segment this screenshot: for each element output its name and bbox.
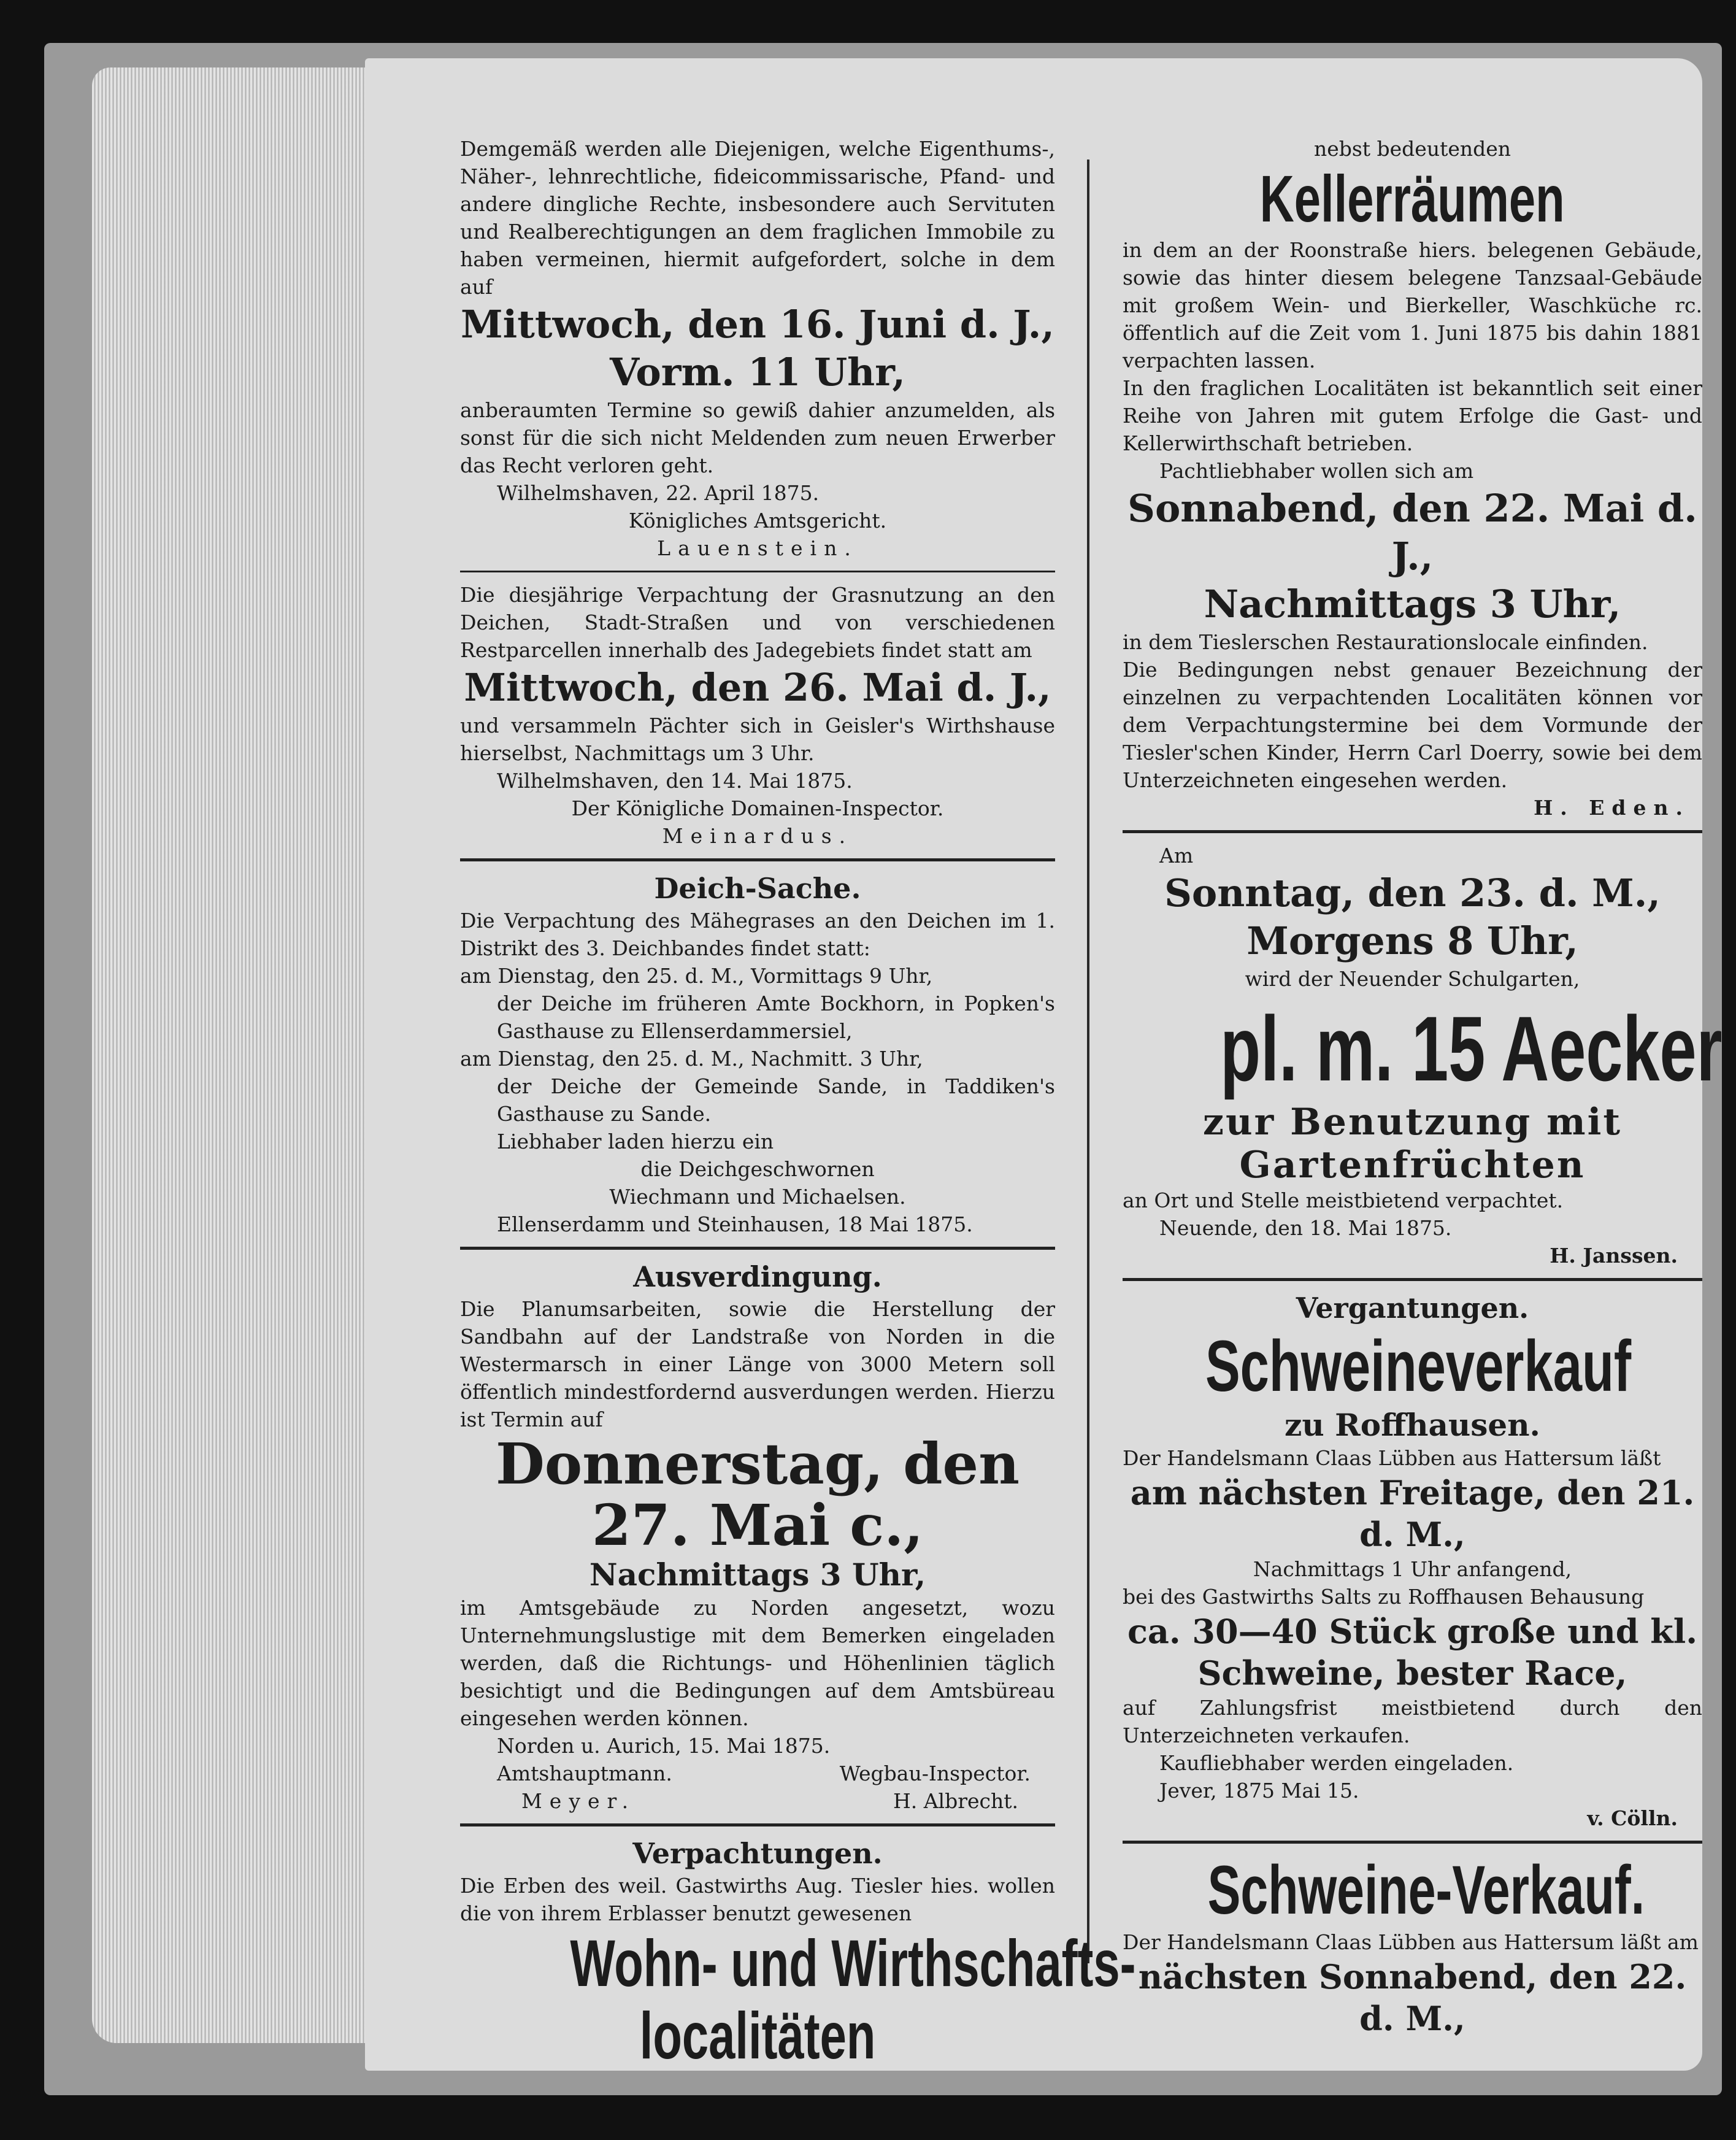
notice-big-line-2-wrap — [460, 1998, 1055, 2073]
notice-time: Morgens 8 Uhr, — [1246, 918, 1578, 963]
signer-role-1: Amtshauptmann. — [497, 1761, 672, 1785]
notice-body-3: auf Zahlungsfrist meistbietend durch den Unterzeichneten verkaufen. — [1123, 1696, 1702, 1747]
notice-signer: v. Cölln. — [1587, 1806, 1678, 1830]
notice-time: Nachmittags 3 Uhr, — [1204, 582, 1621, 626]
divider — [460, 571, 1055, 572]
page-edges — [92, 67, 374, 2043]
notice-intro: nebst bedeutenden — [1313, 137, 1511, 161]
notice-sub: zu Roffhausen. — [1285, 1407, 1540, 1443]
notice-big: pl. m. 15 Aecker — [1220, 997, 1723, 1100]
notice-body-2: an Ort und Stelle meistbietend verpachtet. — [1123, 1188, 1564, 1212]
signature-block — [460, 1760, 1055, 1787]
notice-ausverdingung — [460, 1258, 1055, 1815]
notice-am: Am — [1159, 844, 1194, 868]
notice-amtsgericht — [460, 135, 1055, 562]
notice-place: Norden u. Aurich, 15. Mai 1875. — [497, 1734, 831, 1758]
notice-body: Der Handelsmann Claas Lübben aus Hattersum läßt am — [1123, 1930, 1699, 1954]
notice-schulgarten — [1123, 842, 1723, 1269]
notice-invite: Liebhaber laden hierzu ein — [497, 1130, 774, 1153]
notice-place: Wilhelmshaven, 22. April 1875. — [497, 481, 820, 505]
notice-big-wrap — [1123, 163, 1702, 236]
notice-date: nächsten Sonnabend, den 22. d. M., — [1138, 1957, 1687, 2038]
notice-grasnutzung — [460, 581, 1055, 850]
notice-big: Kellerräumen — [1259, 161, 1565, 236]
notice-signer-1: die Deichgeschwornen — [640, 1157, 875, 1181]
notice-date: am nächsten Freitage, den 21. d. M., — [1130, 1473, 1695, 1554]
signer-name-1: Meyer. — [521, 1789, 636, 1813]
divider — [1123, 830, 1702, 833]
notice-body: in dem an der Roonstraße hiers. belegenen Gebäude, sowie das hinter diesem belegene Tanzsaal-Gebäude mit großem Wein- und Bierkeller, Waschküche rc. öffentlich auf die Zeit vom 1. Juni 1875 bis dahin 1881 verpachten lassen. — [1123, 238, 1702, 372]
notice-signer: H. Eden. — [1534, 796, 1690, 820]
notice-big-wrap — [1123, 1852, 1702, 1928]
notice-date: Sonnabend, den 22. Mai d. J., — [1127, 486, 1697, 579]
notice-sub-1: zur Benutzung mit — [1202, 1101, 1623, 1144]
notice-verpachtungen — [460, 1835, 1136, 2073]
notice-signer: Meinardus. — [662, 824, 853, 848]
notice-signer: Lauenstein. — [657, 536, 858, 560]
notice-big-wrap — [1123, 996, 1723, 1101]
notice-body-2: und versammeln Pächter sich in Geisler's Wirthshause hierselbst, Nachmittags um 3 Uhr. — [460, 714, 1055, 765]
notice-place: Neuende, den 18. Mai 1875. — [1159, 1216, 1452, 1240]
left-column — [460, 135, 1136, 2073]
notice-authority: Der Königliche Domainen-Inspector. — [571, 796, 944, 820]
notice-date: Donnerstag, den 27. Mai c., — [496, 1431, 1020, 1558]
notice-big: Schweine-Verkauf. — [1207, 1852, 1645, 1928]
divider — [1123, 1841, 1702, 1844]
notice-goods-1: ca. 30—40 Stück große und kl. — [1127, 1612, 1698, 1651]
notice-sub-2: Gartenfrüchten — [1239, 1144, 1586, 1187]
notice-date: Mittwoch, den 16. Juni d. J., — [461, 302, 1054, 347]
notice-body-5: Die Bedingungen nebst genauer Bezeichnung der einzelnen zu verpachtenden Localitäten können vor dem Verpachtungstermine bei dem Vormunde der Tiesler'schen Kinder, Herrn Carl Doerry, sowie bei dem Unterzeichneten eingesehen werden. — [1123, 658, 1702, 792]
notice-signer: H. Janssen. — [1550, 1244, 1678, 1268]
notice-big-wrap — [1123, 1326, 1702, 1406]
notice-signer-2: Wiechmann und Michaelsen. — [609, 1185, 906, 1209]
notice-body: wird der Neuender Schulgarten, — [1245, 967, 1580, 991]
notice-body: Demgemäß werden alle Diejenigen, welche Eigenthums-, Näher-, lehnrechtliche, fideicommissarische, Pfand- und andere dingliche Rechte, insbesondere auch Servituten und Realberechtigungen an dem fraglichen Immobile zu haben vermeinen, hiermit aufgefordert, solche in dem auf — [460, 137, 1055, 299]
notice-date: Sonntag, den 23. d. M., — [1164, 871, 1661, 915]
notice-body: Die Verpachtung des Mähegrases an den Deichen im 1. Distrikt des 3. Deichbandes findet statt: — [460, 909, 1055, 960]
divider — [1123, 1278, 1702, 1281]
notice-body-2: im Amtsgebäude zu Norden angesetzt, wozu Unternehmungslustige mit dem Bemerken eingeladen werden, daß die Richtungs- und Höhenlinien täglich besichtigt und die Bedingungen auf dem Amtsbüreau eingesehen werden können. — [460, 1596, 1055, 1730]
notice-schweineverkauf — [1123, 1290, 1702, 1832]
notice-title: Vergantungen. — [1296, 1291, 1529, 1325]
notice-time: Vorm. 11 Uhr, — [610, 350, 905, 395]
notice-body-2: anberaumten Termine so gewiß dahier anzumelden, als sonst für die sich nicht Meldenden zum neuen Erwerber das Recht verloren geht. — [460, 398, 1055, 477]
notice-authority: Königliches Amtsgericht. — [628, 509, 887, 533]
column-divider — [1087, 160, 1089, 1963]
notice-place: Ellenserdamm und Steinhausen, 18 Mai 1875. — [497, 1212, 973, 1236]
notice-time: Nachmittags 1 Uhr anfangend, — [1253, 1557, 1572, 1581]
notice-body-4: in dem Tieslerschen Restaurationslocale einfinden. — [1123, 630, 1648, 654]
notice-place: Wilhelmshaven, den 14. Mai 1875. — [497, 769, 853, 793]
signer-role-2: Wegbau-Inspector. — [839, 1761, 1031, 1785]
notice-title: Verpachtungen. — [632, 1837, 883, 1870]
notice-title: Deich-Sache. — [654, 872, 861, 905]
notice-date: Mittwoch, den 26. Mai d. J., — [464, 665, 1051, 710]
notice-item-1: am Dienstag, den 25. d. M., Vormittags 9 Uhr, — [460, 964, 933, 988]
notice-big-line-1: Wohn- und Wirthschafts- — [570, 1926, 1136, 2000]
notice-time: Nachmittags 3 Uhr, — [589, 1557, 926, 1593]
notice-invite: Kaufliebhaber werden eingeladen. — [1159, 1751, 1514, 1775]
notice-deich-sache — [460, 870, 1055, 1238]
notice-goods-2: Schweine, bester Race, — [1197, 1653, 1627, 1693]
notice-item-2-detail: der Deiche der Gemeinde Sande, in Taddiken's Gasthause zu Sande. — [497, 1074, 1055, 1126]
notice-big: Schweineverkauf — [1205, 1326, 1632, 1407]
notice-body: Die Erben des weil. Gastwirths Aug. Tiesler hies. wollen die von ihrem Erblasser benutzt gewesenen — [460, 1874, 1055, 1925]
notice-big-line-1-wrap — [460, 1926, 1136, 2000]
divider — [460, 1247, 1055, 1250]
divider — [460, 858, 1055, 861]
signer-name-2: H. Albrecht. — [893, 1789, 1018, 1813]
signature-names — [460, 1787, 1055, 1815]
notice-body-2: In den fraglichen Localitäten ist bekanntlich seit einer Reihe von Jahren mit gutem Erfolge die Gast- und Kellerwirthschaft betrieben. — [1123, 376, 1702, 455]
notice-place: Jever, 1875 Mai 15. — [1159, 1779, 1359, 1803]
notice-item-2: am Dienstag, den 25. d. M., Nachmitt. 3 Uhr, — [460, 1047, 923, 1071]
notice-item-1-detail: der Deiche im früheren Amte Bockhorn, in Popken's Gasthause zu Ellenserdammersiel, — [497, 991, 1055, 1043]
notice-body: Die Planumsarbeiten, sowie die Herstellung der Sandbahn auf der Landstraße von Norden in die Westermarsch in einer Länge von 3000 Metern soll öffentlich mindestfordernd ausverdungen werden. Hierzu ist Termin auf — [460, 1297, 1055, 1431]
notice-body-2: bei des Gastwirths Salts zu Roffhausen Behausung — [1123, 1585, 1645, 1609]
divider — [460, 1823, 1055, 1826]
notice-kellerraeume — [1123, 135, 1702, 822]
notice-big-line-2: localitäten — [639, 1998, 876, 2073]
notice-body: Der Handelsmann Claas Lübben aus Hattersum läßt — [1123, 1446, 1661, 1470]
notice-body-3: Pachtliebhaber wollen sich am — [1159, 459, 1474, 483]
notice-body: Die diesjährige Verpachtung der Grasnutzung an den Deichen, Stadt-Straßen und von verschiedenen Restparcellen innerhalb des Jadegebiets findet statt am — [460, 583, 1055, 662]
right-column — [1123, 135, 1723, 2039]
notice-schweine-verkauf — [1123, 1852, 1702, 2039]
notice-title: Ausverdingung. — [633, 1260, 882, 1293]
